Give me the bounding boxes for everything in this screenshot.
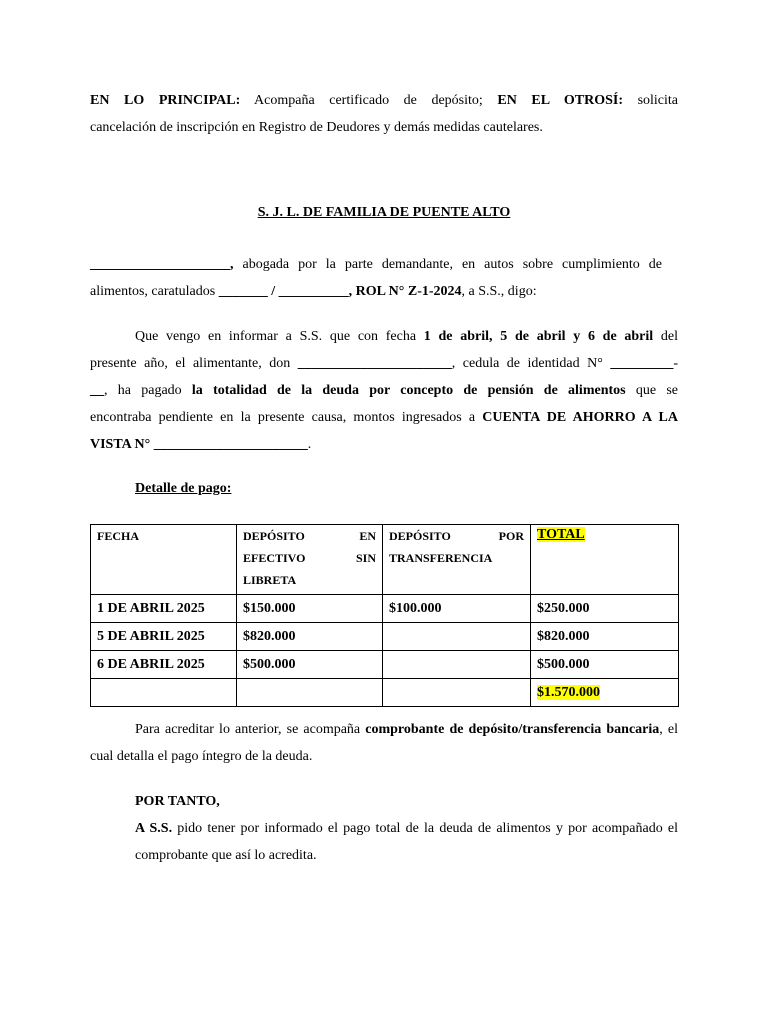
accredit-text [90,716,678,770]
cell-fecha [91,623,237,651]
body-line-1 [90,323,678,350]
body-line-5 [90,431,678,458]
cell-total [531,595,679,623]
cell-fecha [91,595,237,623]
body-paragraph [90,323,678,458]
debt-statement: la totalidad de la deuda por concepto de pensión de alimentos [191,383,626,398]
body-text: que se [625,383,678,398]
body-text: del [653,329,679,344]
intro-line-2 [90,278,678,305]
cell-total [531,623,679,651]
cell-text: $100.000 [389,601,442,616]
cell-transferencia [383,623,531,651]
payment-dates: 1 de abril, 5 de abril y 6 de abril [423,329,654,344]
por-tanto-line [135,788,678,815]
cell-efectivo [237,623,383,651]
intro-line-1 [90,251,662,278]
body-text: , cedula de identidad N° [451,356,611,371]
rol-number: , ROL N° Z-1-2024 [348,284,462,299]
heading-line-2: cancelación de inscripción en Registro de Deudores y demás medidas cautelares. [90,120,543,135]
cell-text: 5 DE ABRIL 2025 [97,629,205,644]
header-text: TOTAL [537,527,585,542]
cell-fecha [91,651,237,679]
document-heading [90,87,678,141]
cell-empty [91,679,237,707]
cell-text: $150.000 [243,601,296,616]
cell-text: 6 DE ABRIL 2025 [97,657,205,672]
header-text: FECHA [97,529,139,543]
header-total [531,525,679,595]
account-number-blank: VISTA N° ______________________ [90,437,308,452]
cell-text: $500.000 [243,657,296,672]
payment-detail-label: Detalle de pago: [135,481,232,496]
body-text: - [673,356,678,371]
header-text: DEPÓSITO EN EFECTIVO SIN LIBRETA [243,529,376,587]
id-blank-2: __ [90,383,104,398]
cell-text: $250.000 [537,601,590,616]
cell-text: $820.000 [537,629,590,644]
principal-label: EN LO PRINCIPAL: [90,93,241,108]
body-line-2 [90,350,678,377]
cell-efectivo [237,595,383,623]
account-type: CUENTA DE AHORRO A LA [482,410,678,425]
cell-text: $500.000 [537,657,590,672]
header-transferencia [383,525,531,595]
body-text: presente año, el alimentante, don [90,356,298,371]
grand-total: $1.570.000 [537,685,600,700]
intro-text-2: alimentos, caratulados [90,284,219,299]
body-text: . [307,437,312,452]
cell-transferencia [383,651,531,679]
closing-request: pido tener por informado el pago total de la deuda de alimentos y por acompañado el comprobante que así lo acredita. [135,821,679,863]
accredit-pre: Para acreditar lo anterior, se acompaña [135,722,366,737]
name-blank: ____________________, [90,257,234,272]
closing-text [135,815,678,869]
table-header-row [91,525,679,595]
otrosi-text: solicita [623,93,679,108]
payment-detail-label-wrap [90,475,678,502]
header-text: DEPÓSITO POR TRANSFERENCIA [389,529,524,565]
accredit-post: , el cual detalla el pago íntegro de la deuda. [90,722,678,764]
cell-efectivo [237,651,383,679]
body-line-4 [90,404,678,431]
header-efectivo [237,525,383,595]
table-total-row [91,679,679,707]
payment-table [90,524,679,707]
header-fecha [91,525,237,595]
caratula-blank: _______ / __________ [218,284,349,299]
intro-paragraph [90,251,678,305]
cell-empty [383,679,531,707]
heading-line-1 [90,87,678,114]
body-text: , ha pagado [104,383,192,398]
accredit-bold: comprobante de depósito/transferencia bancaria [365,722,660,737]
cell-transferencia [383,595,531,623]
table-row [91,595,679,623]
accredit-paragraph [90,716,678,770]
id-blank: _________ [610,356,674,371]
a-ss: A S.S. [135,821,173,836]
body-line-3 [90,377,678,404]
intro-text-3: , a S.S., digo: [461,284,537,299]
court-title: S. J. L. DE FAMILIA DE PUENTE ALTO [257,205,511,220]
body-text: Que vengo en informar a S.S. que con fecha [135,329,424,344]
cell-total [531,651,679,679]
alimentante-blank: ______________________ [297,356,452,371]
table-row [91,623,679,651]
closing-section [135,788,678,869]
cell-text: 1 DE ABRIL 2025 [97,601,205,616]
table-row [91,651,679,679]
otrosi-label: EN EL OTROSÍ: [497,93,623,108]
cell-text: $820.000 [243,629,296,644]
cell-grand-total [531,679,679,707]
principal-text: Acompaña certificado de depósito; [240,93,498,108]
body-text: encontraba pendiente en la presente causa, montos ingresados a [90,410,483,425]
por-tanto: POR TANTO, [135,794,220,809]
cell-empty [237,679,383,707]
court-title-wrap [90,199,678,226]
intro-text-1: abogada por la parte demandante, en autos sobre cumplimiento de [233,257,662,272]
